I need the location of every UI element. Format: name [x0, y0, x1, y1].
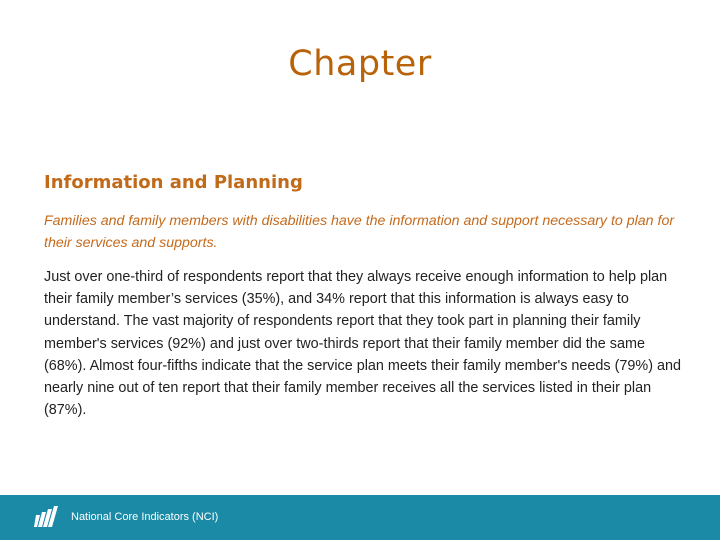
section-heading: Information and Planning	[44, 172, 303, 193]
slide-title: Chapter	[288, 44, 432, 84]
content-block	[44, 170, 684, 421]
footer-text: National Core Indicators (NCI)	[71, 511, 219, 523]
nci-logo-icon	[34, 506, 60, 530]
footer-bar	[0, 495, 720, 540]
section-body: Just over one-third of respondents report that they always receive enough information to help plan their family member’s services (35%), and 34% report that this information is always easy to understand. The vast majority of respondents report that they took part in planning their family member's services (92%) and just over two-thirds report that their family member did the same (68%). Almost four-fifths indicate that the service plan meets their family member's needs (79%) and nearly nine out of ten report that their family member receives all the services listed in their plan (87%).	[44, 269, 682, 419]
section-subtitle: Families and family members with disabilities have the information and support necessary to plan for their services and supports.	[44, 213, 675, 251]
